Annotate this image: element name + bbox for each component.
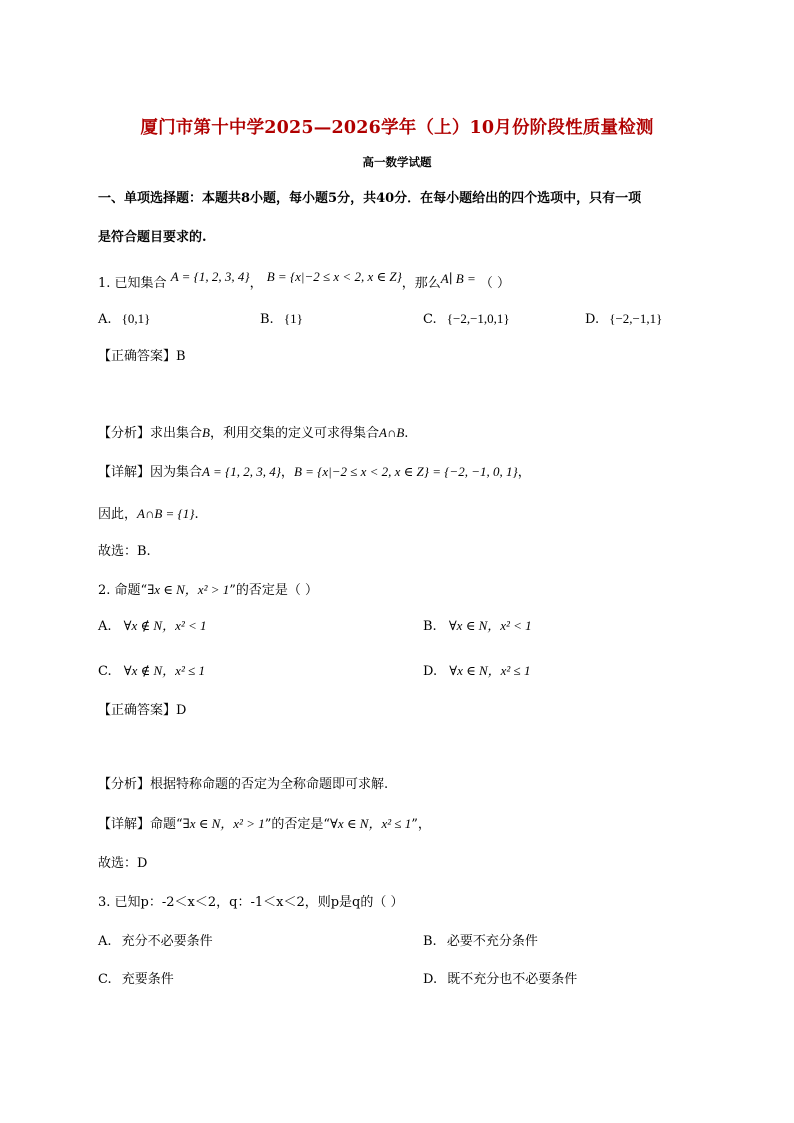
q3-option-c	[98, 972, 174, 988]
q2-analysis	[98, 777, 388, 793]
q2-stem-expr: ∃x ∈ N，x² > 1	[147, 582, 230, 597]
q2-choose: 故选：D	[98, 856, 148, 871]
q1-analysis-expr: A∩B	[379, 425, 405, 440]
q1-set-a: A = {1, 2, 3, 4}	[170, 269, 250, 284]
q1-analysis-text3: .	[404, 426, 409, 441]
q2-answer: 【正确答案】D	[98, 703, 187, 718]
q2-option-d	[423, 663, 530, 680]
q3-option-d	[423, 972, 577, 988]
q1-therefore	[98, 506, 199, 523]
q2-detail-text1: 命题“	[150, 817, 183, 832]
exam-title: 厦门市第十中学2025—2026学年（上）10月份阶段性质量检测	[140, 118, 654, 138]
q2-analysis-tag: 【分析】	[98, 777, 151, 792]
q3-option-b-text: 必要不充分条件	[446, 934, 538, 949]
q1-paren: （ ）	[479, 276, 510, 291]
q2-option-b-text: ∀x ∈ N，x² < 1	[448, 618, 532, 633]
q1-option-c	[423, 311, 510, 328]
q1-detail-set-a: A = {1, 2, 3, 4}	[202, 464, 281, 479]
q1-analysis-tag: 【分析】	[98, 426, 151, 441]
section-heading-line2: 是符合题目要求的.	[98, 230, 207, 245]
q2-detail	[98, 816, 431, 833]
q1-analysis-text2: ，利用交集的定义可求得集合	[209, 426, 379, 441]
q3-option-c-text: 充要条件	[121, 972, 174, 987]
q2-detail-text2: ”的否定是“	[264, 817, 331, 832]
q2-detail-expr1: ∃x ∈ N，x² > 1	[182, 816, 265, 831]
q1-analysis-b: B	[202, 425, 210, 440]
q1-detail-set-b: B = {x|−2 ≤ x < 2, x ∈ Z} = {−2, −1, 0, 1}	[293, 464, 518, 479]
q1-analysis-text1: 求出集合	[150, 426, 203, 441]
q1-option-b	[260, 311, 303, 328]
q3-option-a	[98, 934, 213, 950]
q1-stem	[98, 269, 510, 292]
q2-detail-expr2: ∀x ∈ N，x² ≤ 1	[330, 816, 412, 831]
q2-option-b	[423, 618, 532, 635]
q1-option-d	[585, 311, 662, 328]
q1-suffix: ，那么	[401, 276, 441, 291]
q2-stem-text2: ”的否定是（ ）	[229, 583, 319, 598]
q1-set-b: B = {x|−2 ≤ x < 2, x ∈ Z}	[266, 269, 402, 284]
q1-detail	[98, 464, 531, 481]
q2-option-a-label: A.	[98, 619, 112, 634]
q2-option-b-label: B.	[423, 619, 437, 634]
q2-analysis-text: 根据特称命题的否定为全称命题即可求解.	[150, 777, 389, 792]
q1-option-a	[98, 311, 150, 328]
section-heading-line1: 一、单项选择题：本题共8小题，每小题5分，共40分．在每小题给出的四个选项中，只有一项	[98, 191, 642, 206]
q1-choose: 故选：B.	[98, 544, 151, 559]
q1-analysis	[98, 425, 408, 442]
q2-option-d-label: D.	[423, 664, 438, 679]
q1-option-d-label: D.	[585, 312, 600, 327]
q2-stem	[98, 582, 318, 599]
q1-option-a-label: A.	[98, 312, 112, 327]
q1-detail-text3: ，	[517, 465, 531, 480]
q1-detail-text2: ，	[280, 465, 294, 480]
q1-answer: 【正确答案】B	[98, 349, 186, 364]
q1-option-c-label: C.	[423, 312, 437, 327]
q1-option-c-text: {−2,−1,0,1}	[446, 311, 510, 326]
q3-option-b-label: B.	[423, 934, 437, 949]
q1-expr: A∣ B =	[440, 271, 476, 286]
q1-therefore-expr: A∩B = {1}	[137, 506, 195, 521]
q2-detail-tag: 【详解】	[98, 817, 151, 832]
q3-option-a-text: 充分不必要条件	[121, 934, 213, 949]
q1-option-d-text: {−2,−1,1}	[609, 311, 663, 326]
q3-stem: 3. 已知p：-2＜x＜2，q：-1＜x＜2，则p是q的（ ）	[98, 895, 404, 910]
q1-detail-text1: 因为集合	[150, 465, 203, 480]
q1-prefix: 1. 已知集合	[98, 276, 167, 291]
q2-option-a	[98, 618, 207, 635]
q3-option-d-label: D.	[423, 972, 438, 987]
q2-option-c-text: ∀x ∉ N，x² ≤ 1	[123, 663, 205, 678]
q3-option-b	[423, 934, 538, 950]
q3-option-a-label: A.	[98, 934, 112, 949]
q2-option-c-label: C.	[98, 664, 112, 679]
q3-option-c-label: C.	[98, 972, 112, 987]
exam-subtitle: 高一数学试题	[362, 155, 432, 169]
q2-detail-text3: ”，	[411, 817, 431, 832]
q3-option-d-text: 既不充分也不必要条件	[447, 972, 578, 987]
q1-option-b-text: {1}	[283, 311, 303, 326]
q2-option-a-text: ∀x ∉ N，x² < 1	[123, 618, 207, 633]
q2-stem-text1: 2. 命题“	[98, 583, 148, 598]
q1-therefore-text1: 因此，	[98, 507, 138, 522]
q1-therefore-text2: .	[194, 507, 199, 522]
q1-option-b-label: B.	[260, 312, 274, 327]
q1-comma: ，	[249, 276, 263, 291]
q1-option-a-text: {0,1}	[121, 311, 151, 326]
q1-detail-tag: 【详解】	[98, 465, 151, 480]
q2-option-c	[98, 663, 205, 680]
q2-option-d-text: ∀x ∈ N，x² ≤ 1	[449, 663, 531, 678]
